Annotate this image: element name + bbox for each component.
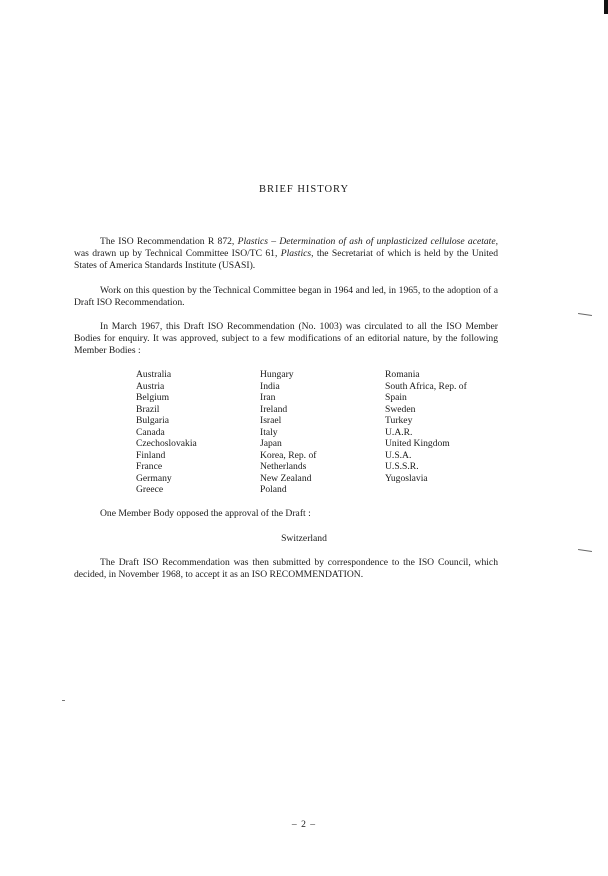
scan-speck (62, 700, 65, 701)
member-body: Belgium (136, 392, 170, 403)
opposing-member-body: Switzerland (281, 533, 327, 544)
member-bodies-column-3 (385, 369, 467, 484)
paragraph-3-text: In March 1967, this Draft ISO Recommendation (No. 1003) was circulated to all the ISO Member Bodies for enquiry. It was approved, subject to a few modifications of an editorial nature, by the following Member Bodies : (74, 321, 498, 356)
member-body: Japan (260, 438, 282, 449)
member-body: Brazil (136, 403, 160, 415)
history-paragraph-2 (74, 285, 498, 309)
paragraph-2-text: Work on this question by the Technical Committee began in 1964 and led, in 1965, to the adoption of a Draft ISO Recommendation. (74, 285, 498, 308)
history-paragraph-4 (74, 557, 498, 581)
member-body: Korea, Rep. of (260, 449, 317, 461)
member-body: Romania (385, 369, 420, 380)
scan-edge-mark (604, 0, 608, 14)
member-body: Netherlands (260, 461, 307, 472)
member-body: U.S.S.R. (385, 461, 419, 472)
member-body: Hungary (260, 369, 294, 380)
member-body: Czechoslovakia (136, 438, 197, 449)
member-body: Australia (136, 369, 172, 380)
member-body: Yugoslavia (385, 472, 428, 484)
history-paragraph-1 (74, 236, 498, 272)
paragraph-4-text: The Draft ISO Recommendation was then submitted by correspondence to the ISO Council, which decided, in November 1968, to accept it as an ISO RECOMMENDATION. (74, 557, 498, 580)
member-bodies-column-1 (136, 369, 197, 496)
member-body: Spain (385, 392, 407, 403)
member-body: Iran (260, 392, 276, 403)
member-body: India (260, 380, 280, 392)
member-body: Poland (260, 484, 287, 495)
margin-tick-mark (578, 549, 592, 552)
paragraph-1-text-a: The ISO Recommendation R 872, (100, 236, 238, 247)
member-body: Greece (136, 484, 164, 495)
paragraph-1-title-italic: Plastics – Determination of ash of unplasticized cellulose acetate, (237, 236, 498, 247)
member-body: Austria (136, 380, 165, 392)
member-body: Canada (136, 426, 165, 438)
member-body: Bulgaria (136, 415, 170, 426)
history-paragraph-3 (74, 321, 498, 357)
member-bodies-column-2 (260, 369, 316, 496)
member-body: Ireland (260, 403, 288, 415)
member-body: South Africa, Rep. of (385, 380, 467, 392)
member-body: U.A.R. (385, 426, 413, 438)
paragraph-1-text-c: the Secretariat of which is held by the United States of America Standards Institute (USASI). (74, 248, 498, 271)
member-body: Turkey (385, 415, 413, 426)
opposition-statement: One Member Body opposed the approval of the Draft : (100, 508, 311, 519)
paragraph-1-committee-italic: Plastics, (280, 248, 314, 259)
member-body: France (136, 461, 163, 472)
member-body: Germany (136, 472, 172, 484)
member-body: Italy (260, 426, 278, 438)
page-number: – 2 – (291, 819, 317, 830)
member-body: Finland (136, 449, 166, 461)
member-body: Sweden (385, 403, 416, 415)
paragraph-1-text-b: was drawn up by Technical Committee ISO/TC 61, (74, 248, 281, 259)
member-body: Israel (260, 415, 282, 426)
margin-tick-mark (578, 313, 592, 316)
member-body: New Zealand (260, 472, 312, 484)
member-body: U.S.A. (385, 449, 412, 461)
member-body: United Kingdom (385, 438, 450, 449)
document-heading: BRIEF HISTORY (258, 184, 350, 195)
